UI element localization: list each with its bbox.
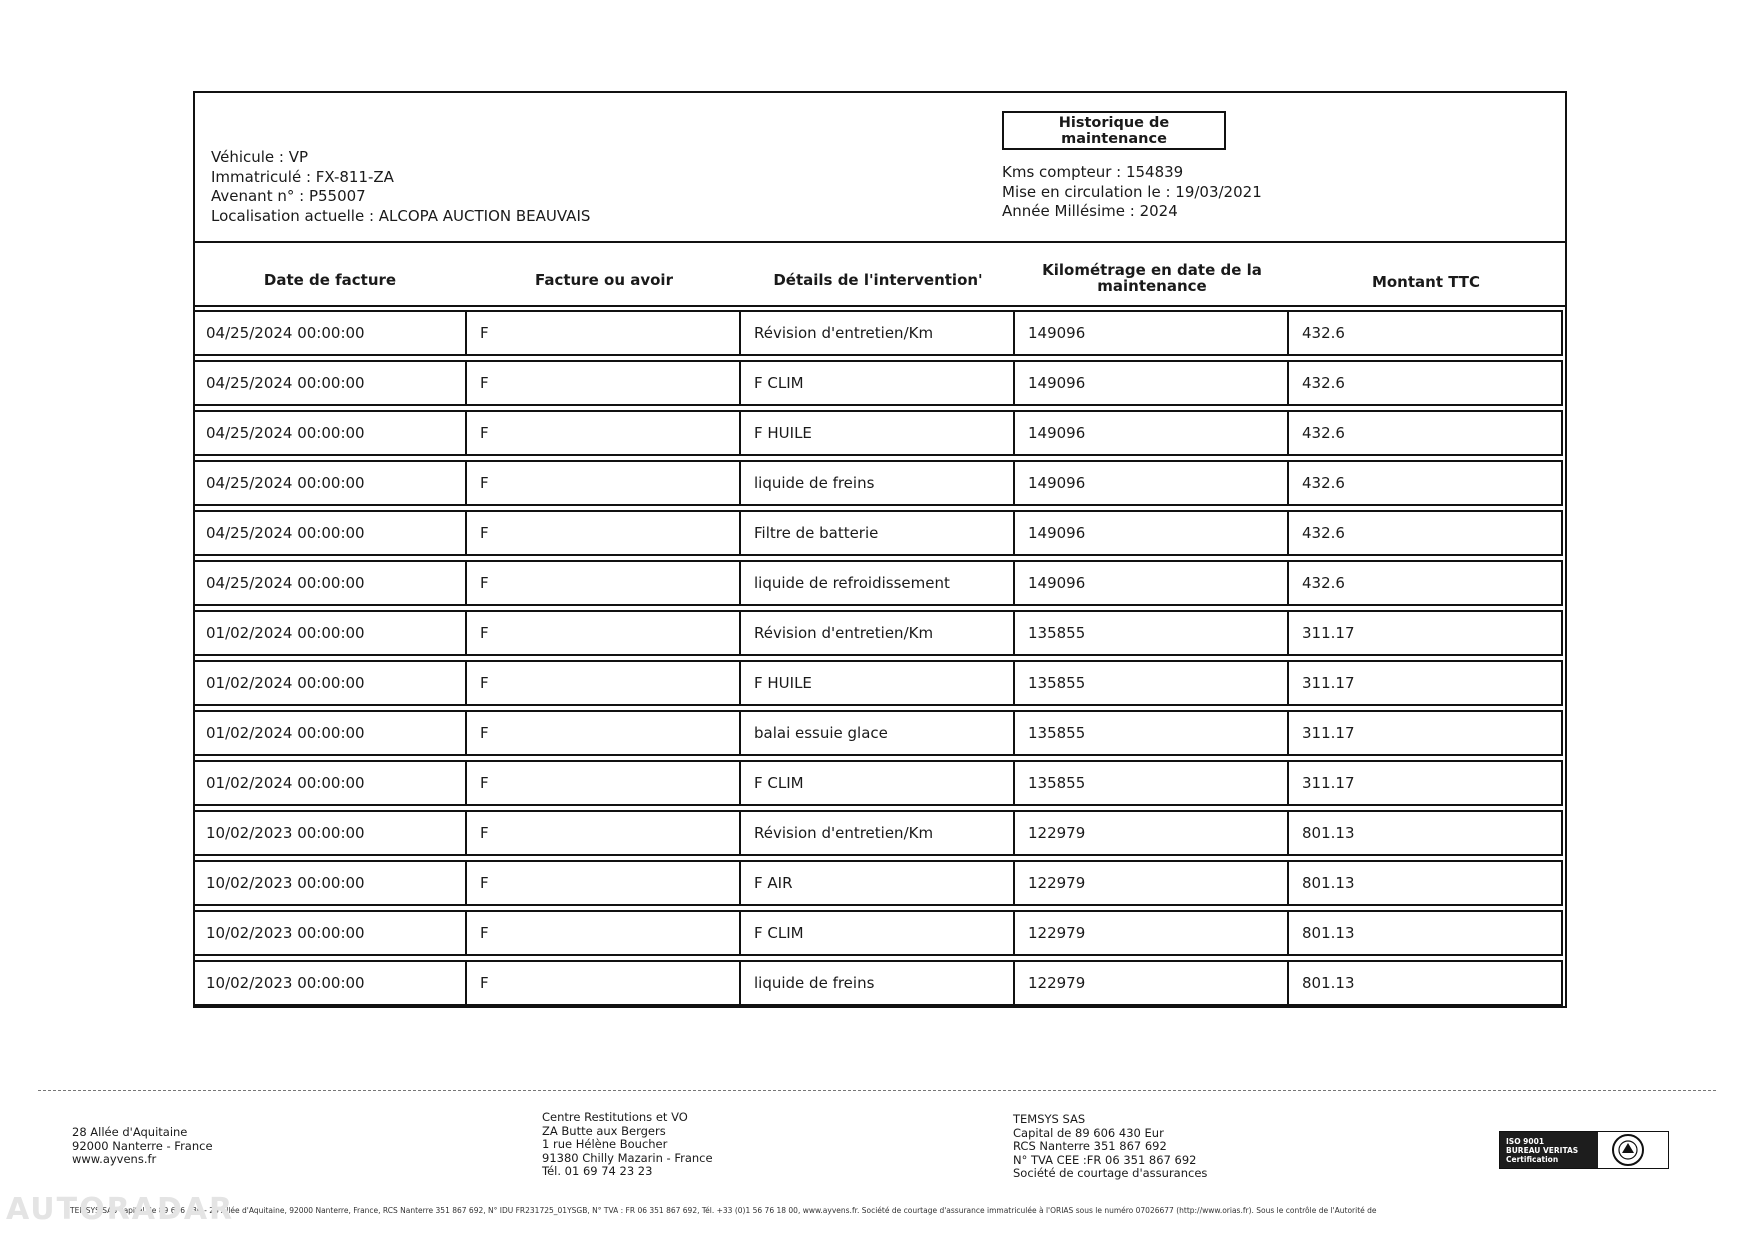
column-header-facture: Facture ou avoir (535, 271, 673, 289)
cell-details: Filtre de batterie (741, 510, 1015, 556)
cell-date: 10/02/2023 00:00:00 (193, 960, 467, 1006)
column-header-details: Détails de l'intervention' (773, 271, 983, 289)
cell-facture-type: F (467, 310, 741, 356)
cell-facture-type: F (467, 860, 741, 906)
table-row (193, 910, 1563, 956)
cell-date: 04/25/2024 00:00:00 (193, 560, 467, 606)
cell-date: 01/02/2024 00:00:00 (193, 710, 467, 756)
cell-details: liquide de freins (741, 960, 1015, 1006)
table-row (193, 410, 1563, 456)
cell-date: 01/02/2024 00:00:00 (193, 610, 467, 656)
cell-facture-type: F (467, 410, 741, 456)
cert-certification: Certification (1506, 1154, 1559, 1164)
cell-facture-type: F (467, 710, 741, 756)
vehicle-info (211, 148, 590, 226)
watermark: AUTORADAR (6, 1192, 235, 1227)
cell-montant: 801.13 (1289, 810, 1563, 856)
cell-date: 04/25/2024 00:00:00 (193, 510, 467, 556)
cell-montant: 432.6 (1289, 410, 1563, 456)
table-row (193, 860, 1563, 906)
table-row (193, 610, 1563, 656)
footer-centre-line: ZA Butte aux Bergers (542, 1123, 666, 1138)
vehicule-type: Véhicule : VP (211, 148, 309, 166)
footer-address (72, 1126, 213, 1167)
cell-facture-type: F (467, 510, 741, 556)
cell-montant: 311.17 (1289, 660, 1563, 706)
title-line-1: Historique de (1058, 114, 1170, 131)
cell-montant: 432.6 (1289, 460, 1563, 506)
table-row (193, 310, 1563, 356)
cell-montant: 432.6 (1289, 310, 1563, 356)
cell-kilometrage: 149096 (1015, 510, 1289, 556)
cell-details: Révision d'entretien/Km (741, 810, 1015, 856)
footer-company-line: TEMSYS SAS (1013, 1112, 1086, 1126)
bureau-veritas-seal-icon (1606, 1133, 1650, 1167)
footer-centre-line: 91380 Chilly Mazarin - France (542, 1150, 713, 1165)
cert-iso: ISO 9001 (1506, 1136, 1545, 1146)
cell-facture-type: F (467, 460, 741, 506)
bureau-veritas-certification-logo (1499, 1131, 1669, 1169)
kms-compteur: Kms compteur : 154839 (1002, 163, 1184, 181)
cell-kilometrage: 149096 (1015, 460, 1289, 506)
cell-kilometrage: 135855 (1015, 710, 1289, 756)
footer-company-line: Capital de 89 606 430 Eur (1013, 1125, 1164, 1140)
km-header-line-2: maintenance (1097, 277, 1207, 295)
cell-kilometrage: 122979 (1015, 810, 1289, 856)
column-header-montant: Montant TTC (1371, 273, 1481, 291)
cell-details: F CLIM (741, 760, 1015, 806)
cert-bureau-veritas: BUREAU VERITAS (1506, 1145, 1579, 1155)
footer-company (1013, 1113, 1207, 1181)
table-row (193, 360, 1563, 406)
cell-montant: 432.6 (1289, 510, 1563, 556)
cell-facture-type: F (467, 560, 741, 606)
avenant-number: Avenant n° : P55007 (211, 187, 366, 205)
table-row (193, 460, 1563, 506)
legal-notice: TEMSYS SAS capital de 89 606 430 - 28 Allée d'Aquitaine, 92000 Nanterre, France, RCS Nanterre 351 867 692, N° IDU FR231725_01YSGB, N° TVA : FR 06 351 867 692, Tél. +33 (0)1 56 76 18 00, www.ayvens.fr. Société de courtage d'assurance immatriculée à l'ORIAS sous le numéro 07026677 (http://www.orias.fr). Sous le contrôle de l'Autorité de (70, 1206, 1377, 1215)
cell-kilometrage: 135855 (1015, 760, 1289, 806)
cell-montant: 311.17 (1289, 610, 1563, 656)
title-line-2: maintenance (1061, 130, 1167, 147)
footer-company-line: RCS Nanterre 351 867 692 (1013, 1139, 1167, 1153)
cell-details: F HUILE (741, 410, 1015, 456)
cell-details: F HUILE (741, 660, 1015, 706)
mise-en-circulation: Mise en circulation le : 19/03/2021 (1002, 182, 1262, 201)
cell-kilometrage: 135855 (1015, 660, 1289, 706)
cell-date: 04/25/2024 00:00:00 (193, 310, 467, 356)
table-row (193, 810, 1563, 856)
cell-date: 04/25/2024 00:00:00 (193, 460, 467, 506)
cell-details: liquide de refroidissement (741, 560, 1015, 606)
cell-facture-type: F (467, 360, 741, 406)
annee-millesime: Année Millésime : 2024 (1002, 202, 1178, 220)
cell-date: 10/02/2023 00:00:00 (193, 860, 467, 906)
footer-company-line: Société de courtage d'assurances (1013, 1166, 1208, 1180)
cell-details: balai essuie glace (741, 710, 1015, 756)
table-row (193, 710, 1563, 756)
cell-kilometrage: 149096 (1015, 310, 1289, 356)
cell-kilometrage: 135855 (1015, 610, 1289, 656)
localisation: Localisation actuelle : ALCOPA AUCTION BEAUVAIS (211, 206, 591, 225)
header-divider (193, 241, 1567, 243)
cell-montant: 801.13 (1289, 910, 1563, 956)
footer-centre-line: Centre Restitutions et VO (542, 1110, 688, 1124)
cell-facture-type: F (467, 660, 741, 706)
cell-montant: 311.17 (1289, 760, 1563, 806)
footer-divider (38, 1090, 1716, 1091)
footer-address-line: 92000 Nanterre - France (72, 1138, 213, 1153)
table-header-divider (193, 305, 1567, 307)
cell-kilometrage: 122979 (1015, 860, 1289, 906)
cell-facture-type: F (467, 810, 741, 856)
cell-montant: 311.17 (1289, 710, 1563, 756)
cell-facture-type: F (467, 910, 741, 956)
footer-centre-line: 1 rue Hélène Boucher (542, 1137, 668, 1151)
cell-montant: 801.13 (1289, 860, 1563, 906)
cell-facture-type: F (467, 760, 741, 806)
cell-facture-type: F (467, 610, 741, 656)
cell-kilometrage: 122979 (1015, 960, 1289, 1006)
cell-date: 01/02/2024 00:00:00 (193, 660, 467, 706)
cell-date: 01/02/2024 00:00:00 (193, 760, 467, 806)
cell-date: 04/25/2024 00:00:00 (193, 360, 467, 406)
column-header-date: Date de facture (263, 271, 397, 289)
cell-date: 10/02/2023 00:00:00 (193, 810, 467, 856)
cell-kilometrage: 122979 (1015, 910, 1289, 956)
footer-company-line: N° TVA CEE :FR 06 351 867 692 (1013, 1152, 1197, 1167)
cell-date: 04/25/2024 00:00:00 (193, 410, 467, 456)
mileage-info (1002, 163, 1262, 222)
footer-centre (542, 1111, 713, 1179)
table-row (193, 560, 1563, 606)
table-row (193, 760, 1563, 806)
document-title (1002, 111, 1226, 150)
cell-kilometrage: 149096 (1015, 410, 1289, 456)
cell-kilometrage: 149096 (1015, 560, 1289, 606)
cell-details: liquide de freins (741, 460, 1015, 506)
cell-kilometrage: 149096 (1015, 360, 1289, 406)
table-row (193, 510, 1563, 556)
footer-website: www.ayvens.fr (72, 1152, 157, 1166)
footer-phone: Tél. 01 69 74 23 23 (542, 1164, 653, 1178)
cell-montant: 432.6 (1289, 360, 1563, 406)
cell-details: F CLIM (741, 360, 1015, 406)
column-header-km (1015, 256, 1289, 300)
cell-details: F CLIM (741, 910, 1015, 956)
km-header-line-1: Kilométrage en date de la (1042, 261, 1262, 279)
cell-details: Révision d'entretien/Km (741, 610, 1015, 656)
cell-facture-type: F (467, 960, 741, 1006)
cell-details: F AIR (741, 860, 1015, 906)
cell-montant: 801.13 (1289, 960, 1563, 1006)
cell-details: Révision d'entretien/Km (741, 310, 1015, 356)
table-row (193, 660, 1563, 706)
cell-date: 10/02/2023 00:00:00 (193, 910, 467, 956)
cell-montant: 432.6 (1289, 560, 1563, 606)
immatriculation: Immatriculé : FX-811-ZA (211, 167, 394, 186)
footer-address-line: 28 Allée d'Aquitaine (72, 1125, 188, 1139)
table-row (193, 960, 1563, 1006)
